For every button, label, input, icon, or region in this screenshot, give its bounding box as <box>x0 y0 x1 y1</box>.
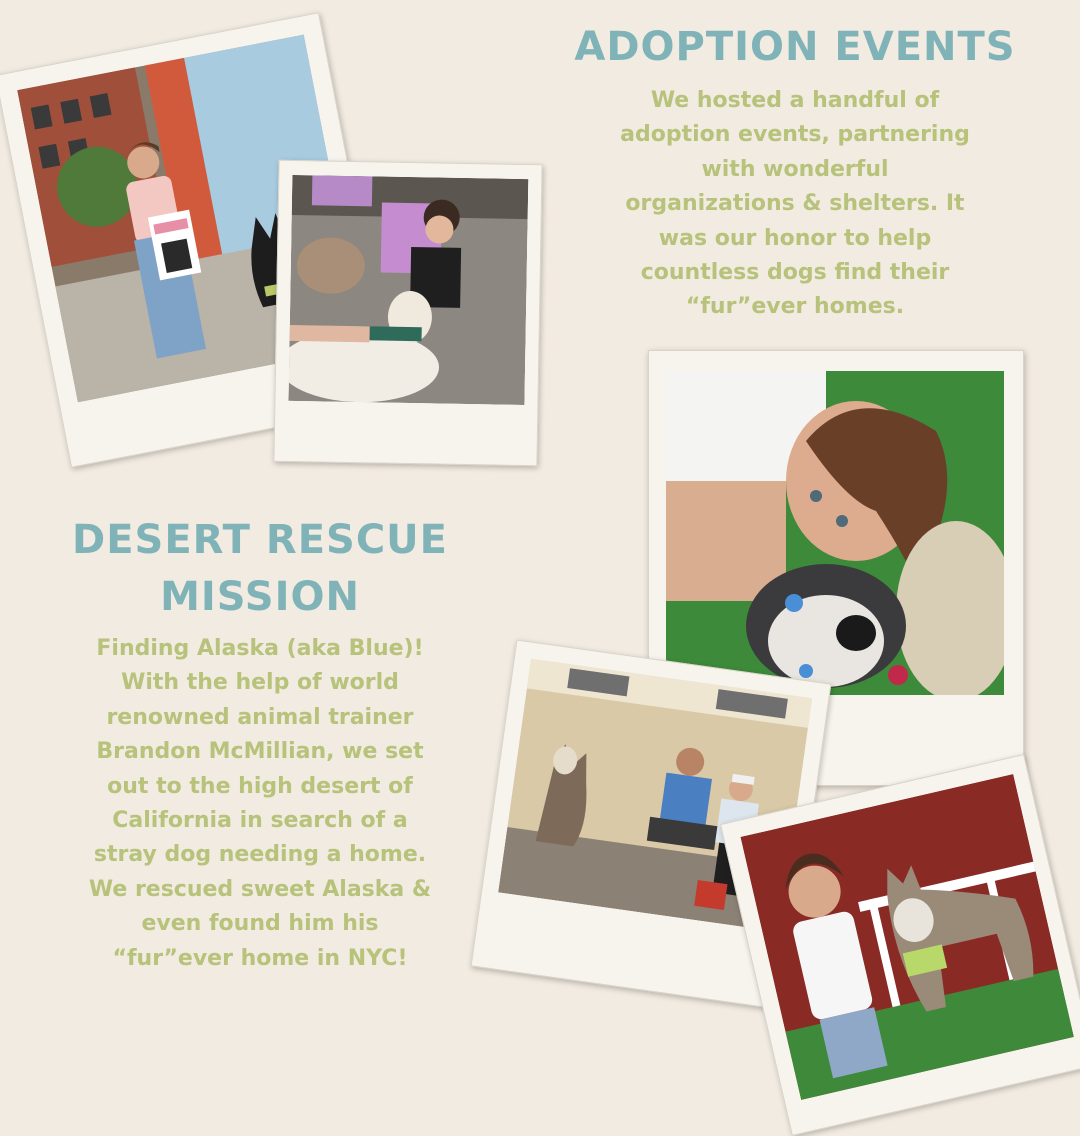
adoption-line: “fur”ever homes. <box>685 294 905 320</box>
desert-line: “fur”ever home in NYC! <box>112 945 408 971</box>
desert-line: With the help of world <box>121 670 399 696</box>
desert-line: stray dog needing a home. <box>93 842 427 868</box>
desert-title-line: DESERT RESCUE <box>72 517 448 563</box>
adoption-line: was our honor to help <box>658 225 932 251</box>
desert-rescue-text <box>30 632 490 976</box>
adoption-events-text <box>560 84 1030 325</box>
desert-line: renowned animal trainer <box>106 704 414 730</box>
polaroid-indoor-adoption <box>273 160 542 467</box>
polaroid-barn-husky <box>720 754 1080 1136</box>
desert-line: Finding Alaska (aka Blue)! <box>96 636 424 661</box>
desert-line: even found him his <box>141 911 379 937</box>
desert-rescue-title <box>20 512 500 626</box>
photo-woman-husky-barn <box>740 774 1074 1100</box>
desert-line: California in search of a <box>112 808 408 834</box>
adoption-line: We hosted a handful of <box>650 88 940 113</box>
desert-line: out to the high desert of <box>107 773 413 799</box>
desert-title-line: MISSION <box>160 574 360 620</box>
adoption-line: countless dogs find their <box>640 260 950 286</box>
photo-dogs-indoor <box>288 175 528 405</box>
adoption-events-title: ADOPTION EVENTS <box>574 24 1016 70</box>
desert-line: We rescued sweet Alaska & <box>88 876 432 902</box>
adoption-line: organizations & shelters. It <box>625 191 965 217</box>
desert-line: Brandon McMillian, we set <box>96 739 424 765</box>
adoption-line: adoption events, partnering <box>620 122 970 148</box>
photo-woman-and-husky <box>666 371 1004 695</box>
adoption-line: with wonderful <box>701 156 889 182</box>
